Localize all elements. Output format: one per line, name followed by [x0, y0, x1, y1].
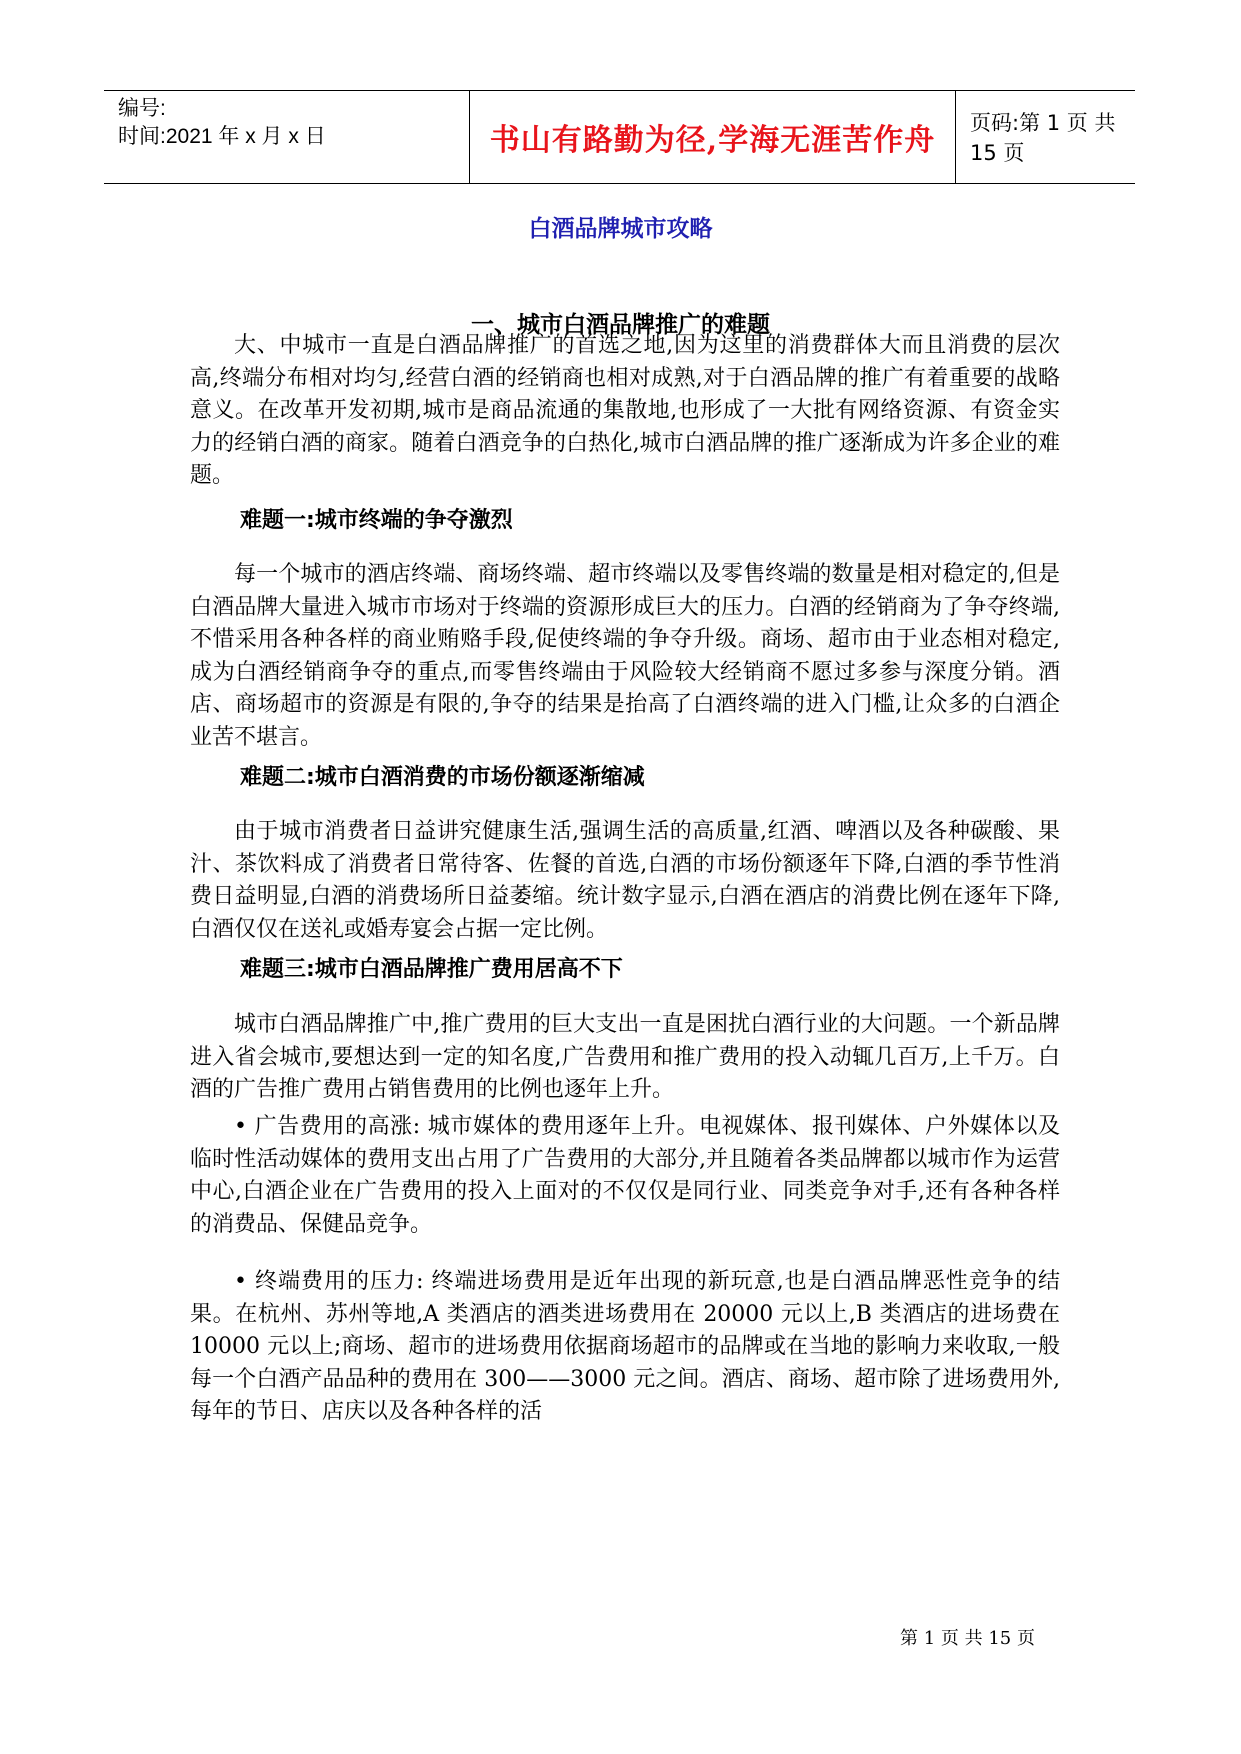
- bullet-terminal-costs: • 终端费用的压力: 终端进场费用是近年出现的新玩意,也是白酒品牌恶性竞争的结果。在杭州、苏州等地,A 类酒店的酒类进场费用在 20000 元以上,B 类酒店的进场费在 10000 元以上;商场、超市的进场费用依据商场超市的品牌或在当地的影响力来收取,一般每一个白酒产品品种的费用在 300——3000 元之间。酒店、商场、超市除了进场费用外,每年的节日、店庆以及各种各样的活: [190, 1269, 1060, 1424]
- number-label: 编号:: [118, 97, 166, 120]
- header-motto: 书山有路勤为径,学海无涯苦作舟: [489, 123, 936, 158]
- document-title: 白酒品牌城市攻略: [528, 216, 713, 242]
- intro-paragraph: 大、中城市一直是白酒品牌推广的首选之地,因为这里的消费群体大而且消费的层次高,终端分布相对均匀,经营白酒的经销商也相对成熟,对于白酒品牌的推广有着重要的战略意义。在改革开发初期,城市是商品流通的集散地,也形成了一大批有网络资源、有资金实力的经销白酒的商家。随着白酒竞争的白热化,城市白酒品牌的推广逐渐成为许多企业的难题。: [190, 333, 1060, 488]
- problem2-heading: 难题二:城市白酒消费的市场份额逐渐缩减: [240, 765, 645, 790]
- time-label: 时间:2021 年 x 月 x 日: [118, 125, 326, 148]
- page-footer: 第 1 页 共 15 页: [900, 1628, 1035, 1649]
- problem1-heading: 难题一:城市终端的争夺激烈: [240, 508, 513, 533]
- header-motto-cell: [469, 91, 956, 183]
- problem2-paragraph: 由于城市消费者日益讲究健康生活,强调生活的高质量,红酒、啤酒以及各种碳酸、果汁、茶饮料成了消费者日常待客、佐餐的首选,白酒的市场份额逐年下降,白酒的季节性消费日益明显,白酒的消费场所日益萎缩。统计数字显示,白酒在酒店的消费比例在逐年下降,白酒仅仅在送礼或婚寿宴会占据一定比例。: [190, 819, 1060, 942]
- problem3-heading: 难题三:城市白酒品牌推广费用居高不下: [240, 957, 623, 982]
- page-header: [104, 90, 1135, 184]
- header-page-info: 页码:第 1 页 共 15 页: [970, 111, 1116, 165]
- header-meta: [118, 91, 468, 183]
- bullet-ad-costs: • 广告费用的高涨: 城市媒体的费用逐年上升。电视媒体、报刊媒体、户外媒体以及临时性活动媒体的费用支出占用了广告费用的大部分,并且随着各类品牌都以城市作为运营中心,白酒企业在广告费用的投入上面对的不仅仅是同行业、同类竞争对手,还有各种各样的消费品、保健品竞争。: [190, 1114, 1060, 1237]
- section-title: 一、城市白酒品牌推广的难题: [471, 312, 770, 338]
- problem3-paragraph: 城市白酒品牌推广中,推广费用的巨大支出一直是困扰白酒行业的大问题。一个新品牌进入省会城市,要想达到一定的知名度,广告费用和推广费用的投入动辄几百万,上千万。白酒的广告推广费用占销售费用的比例也逐年上升。: [190, 1012, 1060, 1102]
- problem1-paragraph: 每一个城市的酒店终端、商场终端、超市终端以及零售终端的数量是相对稳定的,但是白酒品牌大量进入城市市场对于终端的资源形成巨大的压力。白酒的经销商为了争夺终端,不惜采用各种各样的商业贿赂手段,促使终端的争夺升级。商场、超市由于业态相对稳定,成为白酒经销商争夺的重点,而零售终端由于风险较大经销商不愿过多参与深度分销。酒店、商场超市的资源是有限的,争夺的结果是抬高了白酒终端的进入门槛,让众多的白酒企业苦不堪言。: [190, 562, 1060, 750]
